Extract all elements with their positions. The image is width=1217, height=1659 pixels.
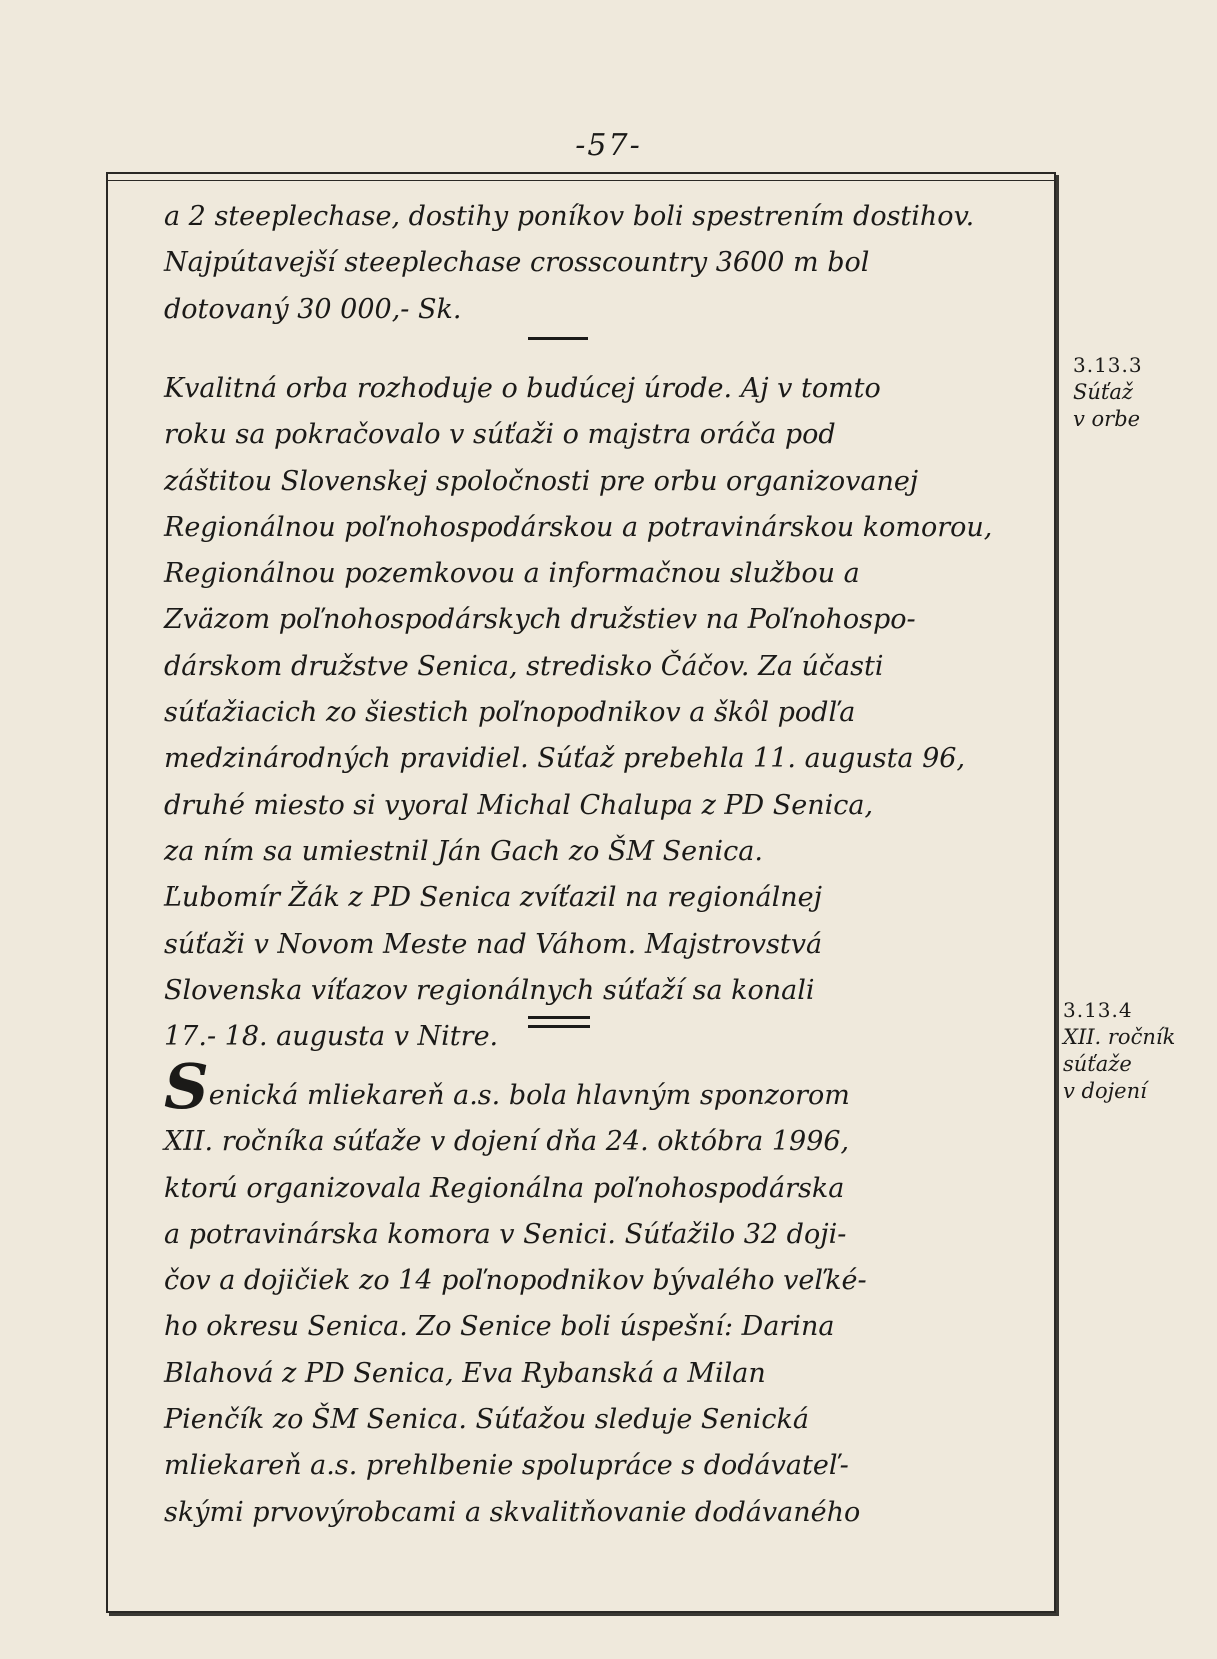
text-line: Blahová z PD Senica, Eva Rybanská a Milan xyxy=(164,1357,766,1389)
margin-note-number: 3.13.4 xyxy=(1063,998,1133,1022)
margin-note-orba xyxy=(1073,352,1143,433)
text-line: Kvalitná orba rozhoduje o budúcej úrode. Aj v tomto xyxy=(164,373,881,404)
section-divider xyxy=(528,337,588,340)
first-line-text: enická mliekareň a.s. bola hlavným sponzorom xyxy=(208,1080,850,1111)
text-line: ktorú organizovala Regionálna poľnohospodárska xyxy=(164,1172,845,1204)
text-line: Slovenska víťazov regionálnych súťaží sa konali xyxy=(164,974,815,1006)
text-line: mliekareň a.s. prehlbenie spolupráce s dodávateľ- xyxy=(164,1450,849,1482)
text-line: Najpútavejší steeplechase crosscountry 3600 m bol xyxy=(164,247,870,279)
margin-note-line: v orbe xyxy=(1073,407,1141,431)
text-line: čov a dojičiek zo 14 poľnopodnikov bývalého veľké- xyxy=(164,1265,867,1297)
text-frame xyxy=(106,172,1056,1613)
text-line xyxy=(164,1050,1034,1123)
text-line: dotovaný 30 000,- Sk. xyxy=(164,293,462,325)
text-line: 17.- 18. augusta v Nitre. xyxy=(164,1021,499,1053)
page-number: -57- xyxy=(575,128,642,163)
section-divider-double xyxy=(528,1016,590,1028)
text-line: XII. ročníka súťaže v dojení dňa 24. októbra 1996, xyxy=(164,1126,850,1158)
text-line: skými prvovýrobcami a skvalitňovanie dodávaného xyxy=(164,1496,861,1528)
margin-note-line: v dojení xyxy=(1063,1079,1147,1103)
paragraph-steeplechase xyxy=(164,194,1034,333)
margin-note-dojenie xyxy=(1063,997,1175,1105)
text-line: roku sa pokračovalo v súťaži o majstra oráča pod xyxy=(164,419,836,451)
margin-note-line: XII. ročník xyxy=(1063,1025,1176,1049)
text-line: Regionálnou pozemkovou a informačnou službou a xyxy=(164,558,860,590)
text-line: záštitou Slovenskej spoločnosti pre orbu organizovanej xyxy=(164,465,919,497)
margin-note-line: Súťaž xyxy=(1073,380,1133,404)
frame-top-rule xyxy=(108,180,1054,181)
paragraph-mliekaren xyxy=(164,1050,1034,1536)
text-line: a 2 steeplechase, dostihy poníkov boli spestrením dostihov. xyxy=(164,201,975,232)
text-line: za ním sa umiestnil Ján Gach zo ŠM Senica. xyxy=(164,835,763,867)
margin-note-number: 3.13.3 xyxy=(1073,353,1143,377)
text-line: Regionálnou poľnohospodárskou a potravinárskou komorou, xyxy=(164,511,993,543)
text-line: ho okresu Senica. Zo Senice boli úspešní: Darina xyxy=(164,1311,835,1343)
text-line: medzinárodných pravidiel. Súťaž prebehla 11. augusta 96, xyxy=(164,743,966,775)
text-line: Ľubomír Žák z PD Senica zvíťazil na regionálnej xyxy=(164,882,823,914)
text-line: súťaži v Novom Meste nad Váhom. Majstrovstvá xyxy=(164,928,823,960)
margin-note-line: súťaže xyxy=(1063,1052,1132,1076)
text-line: druhé miesto si vyoral Michal Chalupa z PD Senica, xyxy=(164,789,874,821)
drop-cap: S xyxy=(164,1050,209,1123)
text-line: Zväzom poľnohospodárskych družstiev na Poľnohospo- xyxy=(164,604,916,636)
text-line: Pienčík zo ŠM Senica. Súťažou sleduje Senická xyxy=(164,1404,809,1436)
paragraph-orba xyxy=(164,366,1034,1060)
text-line: dárskom družstve Senica, stredisko Čáčov. Za účasti xyxy=(164,650,884,682)
text-line: a potravinárska komora v Senici. Súťažilo 32 doji- xyxy=(164,1218,847,1250)
text-line: súťažiacich zo šiestich poľnopodnikov a škôl podľa xyxy=(164,697,856,729)
